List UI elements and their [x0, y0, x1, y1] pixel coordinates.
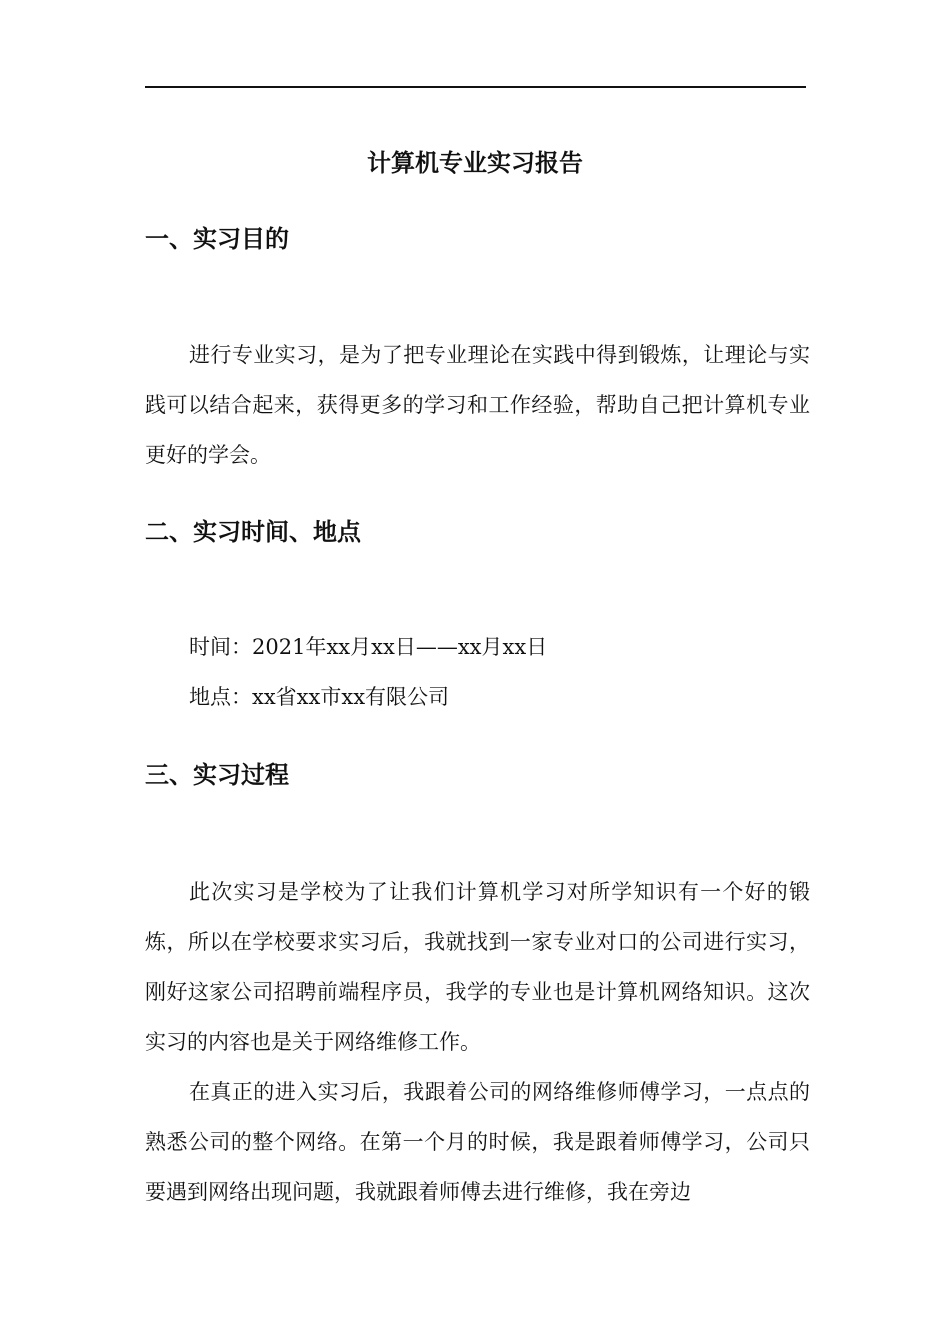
purpose-paragraph: 进行专业实习，是为了把专业理论在实践中得到锻炼，让理论与实践可以结合起来，获得更多的学习和工作经验，帮助自己把计算机专业更好的学会。	[145, 343, 810, 467]
process-paragraph-2: 在真正的进入实习后，我跟着公司的网络维修师傅学习，一点点的熟悉公司的整个网络。在第一个月的时候，我是跟着师傅学习，公司只要遇到网络出现问题，我就跟着师傅去进行维修，我在旁边	[145, 1080, 810, 1204]
place-line: 地点：xx省xx市xx有限公司	[189, 685, 450, 709]
document-title: 计算机专业实习报告	[367, 149, 583, 177]
header-rule	[145, 86, 806, 88]
section-heading-process: 三、实习过程	[145, 761, 289, 789]
time-line: 时间：2021年xx月xx日——xx月xx日	[189, 635, 548, 659]
section-heading-time-place: 二、实习时间、地点	[145, 518, 361, 546]
process-paragraph-1: 此次实习是学校为了让我们计算机学习对所学知识有一个好的锻炼，所以在学校要求实习后，我就找到一家专业对口的公司进行实习，刚好这家公司招聘前端程序员，我学的专业也是计算机网络知识。这次实习的内容也是关于网络维修工作。	[145, 880, 810, 1054]
section-heading-purpose: 一、实习目的	[145, 225, 289, 253]
